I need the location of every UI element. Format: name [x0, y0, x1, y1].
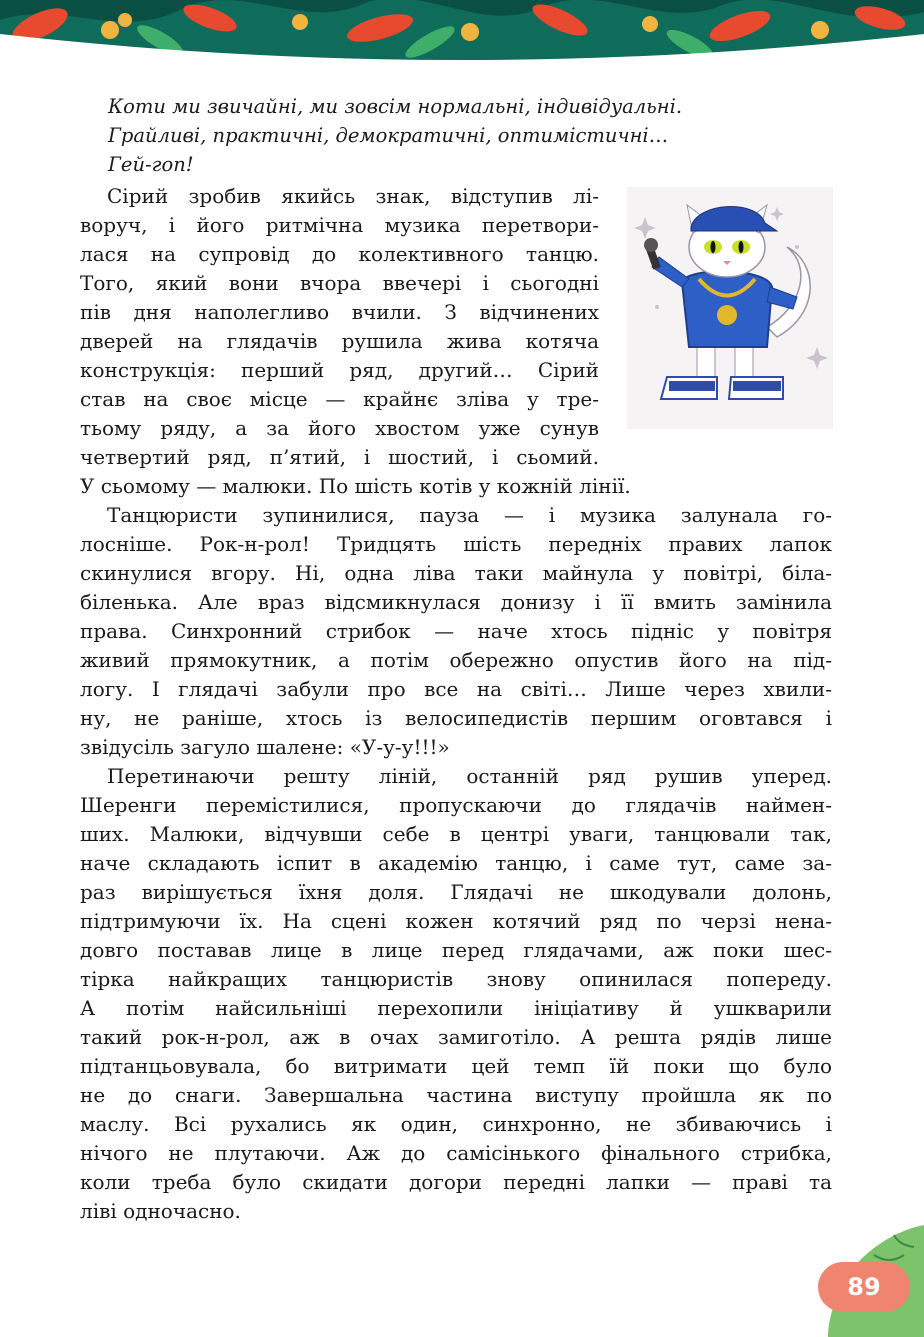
text-line: довго поставав лице в лице перед глядачами, аж поки шес- — [80, 938, 832, 962]
text-line: тірка найкращих танцюристів знову опинилася попереду. — [80, 967, 832, 991]
text-line: права. Синхронний стрибок — наче хтось підніс у повітря — [80, 619, 832, 643]
page-number-badge: 89 — [818, 1262, 910, 1312]
text-line: лася на супровід до колективного танцю. — [80, 242, 599, 266]
text-line: наче складають іспит в академію танцю, і саме тут, саме за- — [80, 851, 832, 875]
text-line: живий прямокутник, а потім обережно опустив його на під- — [80, 648, 832, 672]
text-line: біленька. Але враз відсмикнулася донизу і її вмить замінила — [80, 590, 832, 614]
text-line: пів дня наполегливо вчили. З відчинених — [80, 300, 599, 324]
poem-line: Грайливі, практичні, демократичні, оптимістичні… — [108, 124, 669, 147]
text-line: тьому ряду, а за його хвостом уже сунув — [80, 416, 599, 440]
text-line: ших. Малюки, відчувши себе в центрі уваги, танцювали так, — [80, 822, 832, 846]
text-line: У сьомому — малюки. По шість котів у кожній лінії. — [80, 474, 631, 498]
text-line: четвертий ряд, п’ятий, і шостий, і сьомий. — [80, 445, 599, 469]
text-line: став на своє місце — крайнє зліва у тре- — [80, 387, 599, 411]
text-line: скинулися вгору. Ні, одна ліва таки майнула у повітрі, біла- — [80, 561, 832, 585]
text-line: не до снаги. Завершальна частина виступу пройшла як по — [80, 1083, 832, 1107]
text-line: Сірий зробив якийсь знак, відступив лі- — [107, 184, 599, 208]
foliage-header-decoration — [0, 0, 924, 70]
text-line: конструкція: перший ряд, другий… Сірий — [80, 358, 599, 382]
text-line: Того, який вони вчора ввечері і сьогодні — [80, 271, 599, 295]
text-line: звідусіль загуло шалене: «У-у-у!!!» — [80, 735, 450, 759]
text-line: такий рок-н-рол, аж в очах замиготіло. А решта рядів лише — [80, 1025, 832, 1049]
text-line: воруч, і його ритмічна музика перетвори- — [80, 213, 599, 237]
text-line: ліві одночасно. — [80, 1199, 241, 1223]
text-line: Танцюристи зупинилися, пауза — і музика залунала го- — [107, 503, 832, 527]
cat-rapper-illustration — [627, 187, 833, 429]
text-line: логу. І глядачі забули про все на світі… Лише через хвили- — [80, 677, 832, 701]
text-line: Шеренги перемістилися, пропускаючи до глядачів наймен- — [80, 793, 832, 817]
text-line: Перетинаючи решту ліній, останній ряд рушив уперед. — [107, 764, 832, 788]
text-line: нічого не плутаючи. Аж до самісінького фінального стрибка, — [80, 1141, 832, 1165]
text-line: ну, не раніше, хтось із велосипедистів першим оговтався і — [80, 706, 832, 730]
poem-line: Коти ми звичайні, ми зовсім нормальні, індивідуальні. — [108, 95, 683, 118]
text-line: маслу. Всі рухались як один, синхронно, не збиваючись і — [80, 1112, 832, 1136]
text-line: коли треба було скидати догори передні лапки — праві та — [80, 1170, 832, 1194]
text-line: раз вирішується їхня доля. Глядачі не шкодували долонь, — [80, 880, 832, 904]
poem-verse — [108, 92, 848, 179]
poem-line: Гей-гоп! — [108, 153, 194, 176]
text-line: лосніше. Рок-н-рол! Тридцять шість передніх правих лапок — [80, 532, 832, 556]
text-line: підтанцьовувала, бо витримати цей темп їй поки що було — [80, 1054, 832, 1078]
text-line: А потім найсильніші перехопили ініціативу й ушкварили — [80, 996, 832, 1020]
text-line: дверей на глядачів рушила жива котяча — [80, 329, 599, 353]
text-line: підтримуючи їх. На сцені кожен котячий ряд по черзі нена- — [80, 909, 832, 933]
